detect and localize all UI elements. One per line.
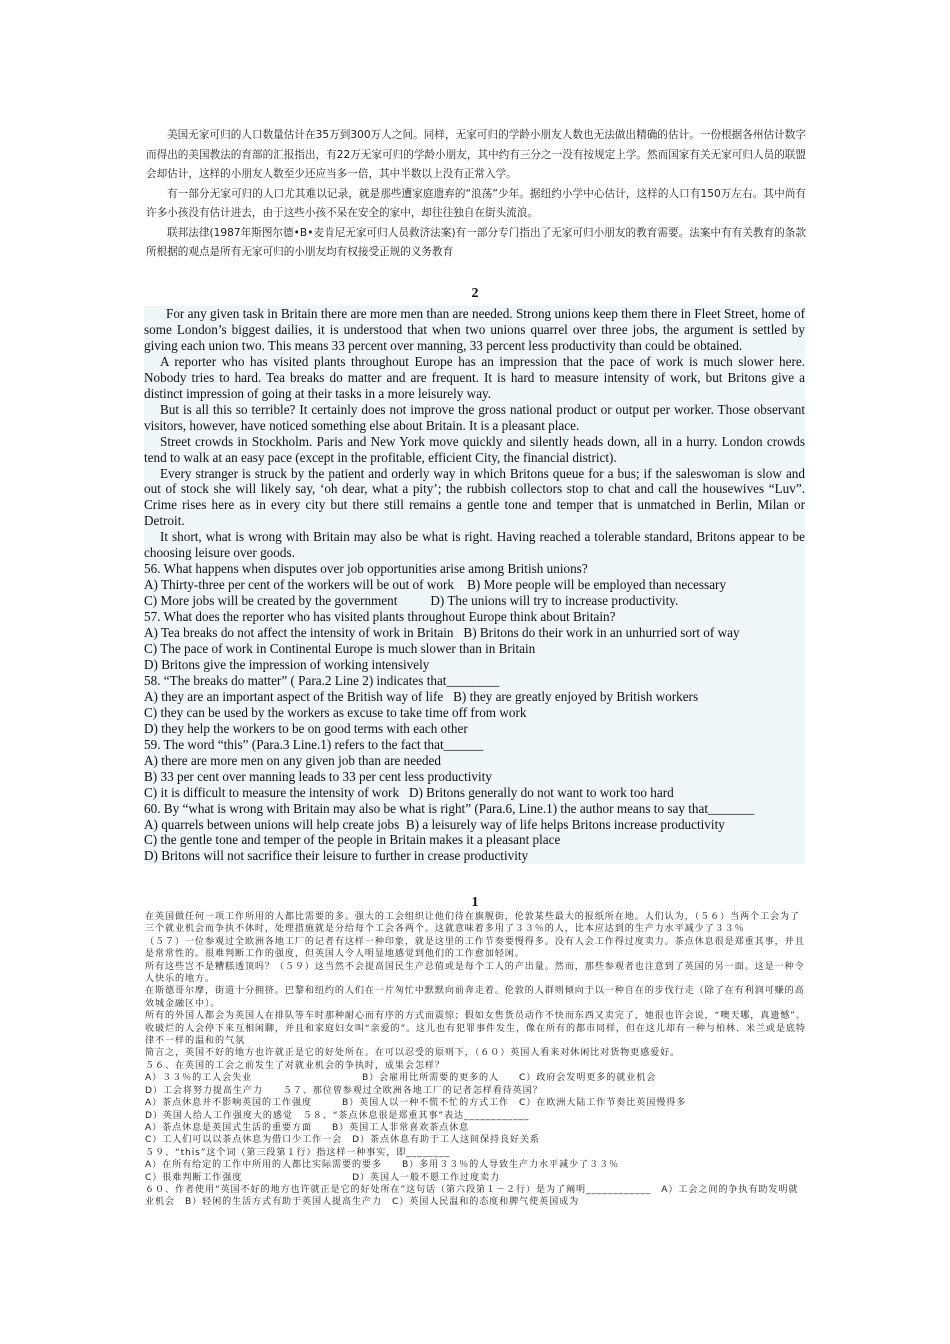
option: B) they are greatly enjoyed by British workers xyxy=(453,688,699,704)
section-number: 2 xyxy=(471,286,479,301)
option: D) they help the workers to be on good terms with each other xyxy=(144,720,468,736)
option-row xyxy=(144,785,805,801)
chinese-translation-bottom xyxy=(145,911,806,1209)
passage-paragraph: Street crowds in Stockholm. Paris and New York move quickly and silently heads down, all in a hurry. London crowds tend to walk at an easy pace (except in the profitable, efficient City, the financial district). xyxy=(144,433,805,465)
option-row xyxy=(144,577,805,593)
passage-paragraph: Every stranger is struck by the patient and orderly way in which Britons queue for a bus; if the saleswoman is slow and out of stock she will likely say, ‘oh dear, what a pity’; the rubbish collectors stop to chat and call the housewives “Luv”. Crime rises here as in every city but there still remains a gentle tone and temper that is unmatched in Berlin, Milan or Detroit. xyxy=(144,465,805,529)
passage-paragraph: For any given task in Britain there are more men than are needed. Strong unions keep them there in Fleet Street, home of some London’s biggest dailies, it is understood that when two unions quarrel over three jobs, the argument is settled by giving each union two. This means 33 percent over manning, 33 percent less productivity than could be obtained. xyxy=(144,306,805,353)
paragraph: D）英国人给人工作强度大的感觉 ５８、“茶点休息很是郑重其事”表达____________ xyxy=(145,1110,530,1121)
paragraph: 美国无家可归的人口数量估计在35万到300万人之间。同样，无家可归的学龄小朋友人数也无法做出精确的估计。一份根据各州估计数字而得出的美国教法的育部的汇报指出，有22万无家可归的学龄小朋友，其中约有三分之一没有按规定上学。然而国家有关无家可归人员的联盟会却估计，这样的小朋友人数至少还应当多一倍，其中半数以上没有正常入学。 xyxy=(146,129,806,180)
paragraph: （５７）一位参观过全欧洲各地工厂的记者有这样一种印象，就是这里的工作节奏要慢得多。没有人会工作得过度卖力。茶点休息很是郑重其事，并且是常常性的。很难判断工作的强度，但英国人令人明显地感觉到他们的工作愈加轻闲。 xyxy=(145,936,805,960)
option: D) Britons give the impression of working intensively xyxy=(144,656,430,672)
option: A) they are an important aspect of the British way of life xyxy=(144,688,444,704)
paragraph: A）茶点休息是英国式生活的重要方面 B）英国工人非常喜欢茶点休息 xyxy=(145,1122,470,1133)
paragraph: A）茶点休息并不影响英国的工作强度 B）英国人以一种不慌不忙的方式工作 C）在欧洲大陆工作节奏比英国慢得多 xyxy=(145,1098,687,1109)
paragraph: 所有这些岂不是糟糕透顶吗？（５９）这当然不会提高国民生产总值或是每个工人的产出量。然而，那些参观者也注意到了英国的另一面。这是一种令人快乐的地方。 xyxy=(145,961,805,985)
paragraph: 联邦法律(1987年斯图尔德•B•麦肯尼无家可归人员救济法案)有一部分专门指出了无家可归小朋友的教育需要。法案中有有关教育的条款所根据的观点是所有无家可归的小朋友均有权接受正规的义务教育 xyxy=(146,226,806,258)
paragraph: C）工人们可以以茶点休息为借口少工作一会 D）茶点休息有助于工人这间保持良好关系 xyxy=(145,1135,540,1146)
option: A) quarrels between unions will help create jobs xyxy=(144,816,400,832)
option: C) it is difficult to measure the intensity of work xyxy=(144,784,400,800)
option-row xyxy=(144,817,805,833)
paragraph: ５９、“this”这个词（第三段第１行）指这样一种事实，即________ xyxy=(145,1147,450,1158)
paragraph: C）很难判断工作强度 D）英国人一般不愿工作过度卖力 xyxy=(145,1172,500,1183)
option: D) The unions will try to increase productivity. xyxy=(430,593,679,609)
option-row xyxy=(144,689,805,705)
chinese-translation-top xyxy=(146,126,806,263)
paragraph: ５６、在英国的工会之前发生了对就业机会的争执时，成果会怎样？ xyxy=(145,1060,445,1071)
paragraph: ６０、作者使用“英国不好的地方也许就正是它的好处所在”这句话（第六段第１－２行）是为了阐明____________ A）工会之间的争执有助发明就业机会 B）轻闲的生活方式有助于英国人提高生产力 C）英国人民温和的态度和脾气使英国成为 xyxy=(145,1184,799,1208)
option: B) More people will be employed than necessary xyxy=(467,577,727,593)
option: D) Britons generally do not want to work too hard xyxy=(408,784,674,800)
passage-paragraph: But is all this so terrible? It certainly does not improve the gross national product or output per worker. Those observant visitors, however, have noticed something else about Britain. It is a pleasant place. xyxy=(144,401,805,433)
reading-passage xyxy=(144,306,805,864)
question-stem: 57. What does the reporter who has visited plants throughout Europe think about Britain? xyxy=(144,609,616,625)
option: C) The pace of work in Continental Europe is much slower than in Britain xyxy=(144,641,536,657)
option: B) 33 per cent over manning leads to 33 per cent less productivity xyxy=(144,768,492,784)
paragraph: D）工会将努力提高生产力 ５７、那位曾参观过全欧洲各地工厂的记者怎样看待英国？ xyxy=(145,1085,543,1096)
option-row xyxy=(144,593,805,609)
question-stem: 59. The word “this” (Para.3 Line.1) refers to the fact that______ xyxy=(144,736,484,752)
paragraph: 有一部分无家可归的人口尤其难以记录，就是那些遭家庭遗弃的“浪荡”少年。据纽约小学中心估计，这样的人口有150万左右。其中尚有许多小孩没有估计进去，由于这些小孩不呆在安全的家中，却往往独自在街头流浪。 xyxy=(146,187,806,219)
option: B) a leisurely way of life helps Britons increase productivity xyxy=(405,816,725,832)
option-row xyxy=(144,625,805,641)
section-number: 1 xyxy=(471,895,479,910)
option: A) Thirty-three per cent of the workers will be out of work xyxy=(144,577,454,593)
option: B) Britons do their work in an unhurried sort of way xyxy=(463,625,740,641)
option: A) there are more men on any given job than are needed xyxy=(144,752,441,768)
question-stem: 60. By “what is wrong with Britain may also be what is right” (Para.6, Line.1) the author means to say that_______ xyxy=(144,800,755,816)
option: C) the gentle tone and temper of the people in Britain makes it a pleasant place xyxy=(144,832,561,848)
passage-paragraph: It short, what is wrong with Britain may also be what is right. Having reached a tolerable standard, Britons appear to be choosing leisure over goods. xyxy=(144,529,805,561)
option: C) they can be used by the workers as excuse to take time off from work xyxy=(144,704,527,720)
question-stem: 56. What happens when disputes over job opportunities arise among British unions? xyxy=(144,561,588,577)
passage-paragraph: A reporter who has visited plants throughout Europe has an impression that the pace of work is much slower here. Nobody tries to hard. Tea breaks do matter and are frequent. It is hard to measure intensity of work, but Britons give a distinct impression of going at their tasks in a more leisurely way. xyxy=(144,353,805,401)
option: D) Britons will not sacrifice their leisure to further in crease productivity xyxy=(144,848,529,864)
paragraph: A）在所有给定的工作中所用的人都比实际需要的要多 B）多用３３％的人导致生产力水平减少了３３％ xyxy=(145,1160,619,1171)
paragraph: 在斯德哥尔摩，街道十分拥挤。巴黎和纽约的人们在一片匆忙中默默向前奔走着。伦敦的人群则倾向于以一种自在的步伐行走（除了在有利润可赚的高效城金融区中）。 xyxy=(145,986,805,1009)
option: C) More jobs will be created by the government xyxy=(144,593,398,609)
paragraph: 在英国做任何一项工作所用的人都比需要的多。强大的工会组织让他们待在旗舰街，伦敦某些最大的报纸所在地。人们认为，（５６）当两个工会为了三个就业机会而争执不休时，处理措施就是分给每个工会各两个。这就意味着多用了３３％的人，比本应达到的生产力水平减少了３３％ xyxy=(145,912,801,935)
paragraph: 所有的外国人都会为英国人在排队等车时那种耐心而有序的方式而震惊；假如女售货员动作不快而东西又卖完了，她很也许会说，“噢天哪，真遗憾”。收破烂的人会停下来互相闲聊，并且和家庭妇女叫“亲爱的”。这儿也有犯罪事件发生，像在所有的都市同样，但在这儿却有一种与柏林、米兰或是底特律不一样的温和的气氛 xyxy=(145,1011,806,1047)
question-stem: 58. “The breaks do matter” ( Para.2 Line 2) indicates that________ xyxy=(144,672,500,688)
paragraph: 简言之，英国不好的地方也许就正是它的好处所在。在可以忍受的原则下，（６０）英国人看来对休闲比对货物更感爱好。 xyxy=(145,1048,681,1059)
paragraph: A）３３％的工人会失业 B）会雇用比所需要的更多的人 C）政府会发明更多的就业机会 xyxy=(145,1073,657,1084)
option: A) Tea breaks do not affect the intensity of work in Britain xyxy=(144,625,454,641)
